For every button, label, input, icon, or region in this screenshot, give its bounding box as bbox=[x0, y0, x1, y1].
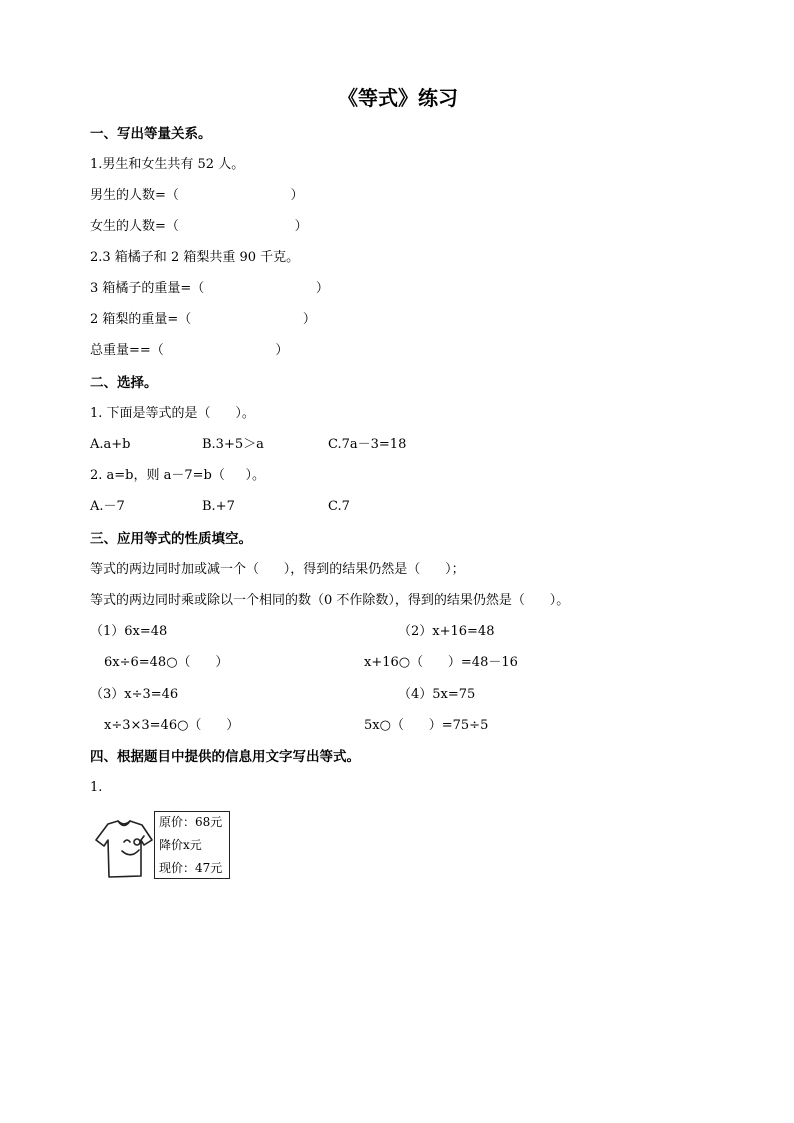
section-3-heading: 三、应用等式的性质填空。 bbox=[90, 531, 252, 547]
t-shirt-illustration bbox=[94, 818, 154, 882]
s1-q1-blank-b: 女生的人数=（ ） bbox=[90, 219, 308, 234]
s2-question-2: 2. a=b，则 a－7=b（ ）。 bbox=[90, 468, 266, 483]
page-title: 《等式》练习 bbox=[338, 86, 458, 110]
s3-problem-3-step: x÷3×3=46○（ ） bbox=[104, 718, 240, 733]
s1-q1-blank-a: 男生的人数=（ ） bbox=[90, 188, 304, 203]
section-4-heading: 四、根据题目中提供的信息用文字写出等式。 bbox=[90, 749, 360, 765]
s1-q2-blank-c: 总重量==（ ） bbox=[90, 343, 289, 358]
s2-q2-option-c: C.7 bbox=[328, 499, 350, 514]
s4-question-1: 1. bbox=[90, 780, 103, 795]
s3-problem-3: （3）x÷3=46 bbox=[90, 687, 179, 702]
s2-question-1: 1. 下面是等式的是（ ）。 bbox=[90, 406, 255, 421]
section-1-heading: 一、写出等量关系。 bbox=[90, 126, 212, 142]
price-tag bbox=[154, 811, 230, 879]
s1-q2-blank-a: 3 箱橘子的重量=（ ） bbox=[90, 281, 329, 296]
s1-question-1: 1.男生和女生共有 52 人。 bbox=[90, 157, 245, 172]
s2-q2-option-a: A.－7 bbox=[90, 499, 125, 514]
price-tag-current-price: 现价：47元 bbox=[159, 861, 223, 875]
s3-problem-2: （2）x+16=48 bbox=[398, 624, 495, 639]
s3-problem-4-step: 5x○（ ）=75÷5 bbox=[364, 718, 489, 733]
s1-q2-blank-b: 2 箱梨的重量=（ ） bbox=[90, 312, 316, 327]
s3-problem-4: （4）5x=75 bbox=[398, 687, 476, 702]
s2-q2-option-b: B.+7 bbox=[202, 499, 235, 514]
s3-problem-1: （1）6x=48 bbox=[90, 624, 168, 639]
s3-problem-2-step: x+16○（ ）=48－16 bbox=[364, 655, 518, 670]
section-2-heading: 二、选择。 bbox=[90, 375, 158, 391]
s3-problem-1-step: 6x÷6=48○（ ） bbox=[104, 655, 229, 670]
s3-rule-1: 等式的两边同时加或减一个（ ），得到的结果仍然是（ ）； bbox=[90, 562, 465, 577]
s1-question-2: 2.3 箱橘子和 2 箱梨共重 90 千克。 bbox=[90, 250, 300, 265]
s2-q1-option-c: C.7a－3=18 bbox=[328, 437, 407, 452]
s2-q1-option-b: B.3+5＞a bbox=[202, 437, 264, 452]
price-tag-original-price: 原价：68元 bbox=[159, 815, 223, 829]
s3-rule-2: 等式的两边同时乘或除以一个相同的数（0 不作除数），得到的结果仍然是（ ）。 bbox=[90, 593, 570, 608]
price-tag-discount: 降价x元 bbox=[159, 838, 202, 852]
s2-q1-option-a: A.a+b bbox=[90, 437, 131, 452]
